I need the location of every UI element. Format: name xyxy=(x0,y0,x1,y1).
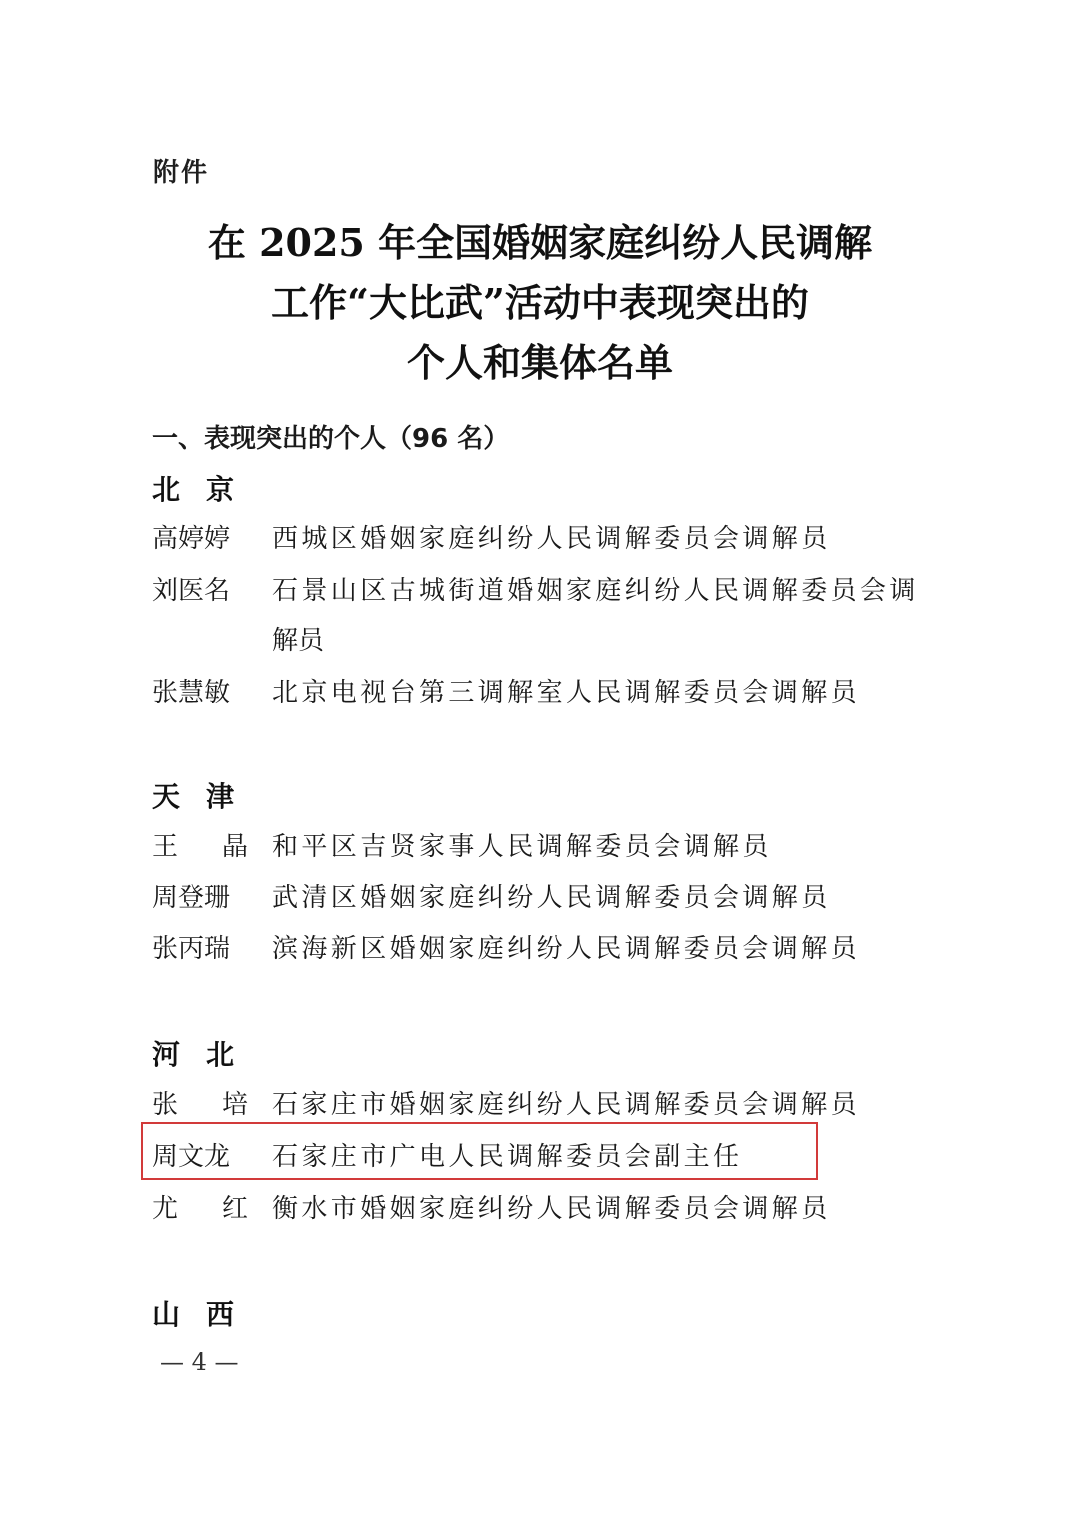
person-role-continued: 解员 xyxy=(272,626,325,656)
person-role: 石家庄市婚姻家庭纠纷人民调解委员会调解员 xyxy=(272,1090,861,1120)
person-name: 张丙瑞 xyxy=(152,934,231,964)
person-name: 高婷婷 xyxy=(152,524,231,554)
region-heading-tianjin: 天津 xyxy=(152,780,261,813)
person-role: 滨海新区婚姻家庭纠纷人民调解委员会调解员 xyxy=(272,934,861,964)
person-name: 周登珊 xyxy=(152,883,231,913)
person-role: 石景山区古城街道婚姻家庭纠纷人民调解委员会调 xyxy=(272,576,919,606)
region-heading-beijing: 北京 xyxy=(152,473,261,506)
person-name: 周文龙 xyxy=(152,1142,231,1172)
person-name: 张 培 xyxy=(152,1090,248,1120)
section-heading: 一、表现突出的个人（96 名） xyxy=(152,424,510,454)
attachment-label: 附件 xyxy=(153,158,210,188)
person-role: 和平区吉贤家事人民调解委员会调解员 xyxy=(272,832,772,862)
title-line-1: 在 2025 年全国婚姻家庭纠纷人民调解 xyxy=(207,220,873,265)
person-role: 衡水市婚姻家庭纠纷人民调解委员会调解员 xyxy=(272,1194,831,1224)
region-heading-shanxi: 山西 xyxy=(152,1298,261,1331)
title-line-3: 个人和集体名单 xyxy=(406,340,673,385)
region-heading-hebei: 河北 xyxy=(152,1038,261,1071)
person-name: 张慧敏 xyxy=(152,678,231,708)
page-number: — 4 — xyxy=(160,1348,239,1376)
person-role: 武清区婚姻家庭纠纷人民调解委员会调解员 xyxy=(272,883,831,913)
person-role: 北京电视台第三调解室人民调解委员会调解员 xyxy=(272,678,861,708)
highlight-box xyxy=(141,1122,818,1180)
person-name: 王 晶 xyxy=(152,832,248,862)
person-name: 刘医名 xyxy=(152,576,231,606)
title-line-2: 工作“大比武”活动中表现突出的 xyxy=(271,280,809,325)
person-role: 西城区婚姻家庭纠纷人民调解委员会调解员 xyxy=(272,524,831,554)
person-role: 石家庄市广电人民调解委员会副主任 xyxy=(272,1142,743,1172)
person-name: 尤 红 xyxy=(152,1194,248,1224)
